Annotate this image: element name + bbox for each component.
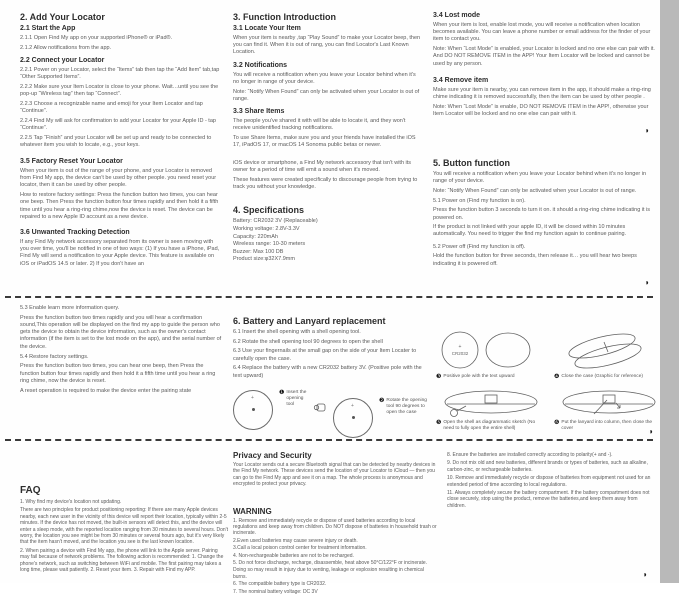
battery-insert-figure	[438, 330, 534, 370]
subsection-title: 3.3 Share Items	[233, 107, 285, 115]
paragraph: You will receive a notification when you leave your Locator behind when it's no longer in range of your device.	[233, 71, 416, 85]
paragraph: Press the function button two times rapidly and you will hear a confirmation sound,This operation will be displayed on the find my app to guide the person who gets the device to obtain the device information, such as the owner's contact information (if the item is set to the lost mode on the app), and the serial number of the device.	[20, 314, 222, 350]
paragraph: There are two principles for product positioning reporting: If there are many Apple devices nearby, each new user in the vicinity of this device will report their location, typically within 2-5 minutes. If the device has not moved, the built-in sensors will detect this, and the device will enter a sleep mode, with the reported location ranging from 30 minutes to several hours. Don't worry, the location you see might be from 30 minutes or several hours ago, but it's very likely that the item hasn't moved, and the location you see is the last known location.	[20, 507, 229, 546]
figure-caption	[436, 374, 536, 380]
paragraph: 2.2.2 Make sure your Item Locator is close to your phone. Wait…until you see the pop-up “Wireless tag” then tap “Connect”.	[20, 83, 219, 98]
paragraph: 2.2.3 Choose a recognizable name and emoji for your Item Locator and tap “Continue”.	[20, 100, 203, 114]
fold-marker-icon: ◑	[642, 570, 647, 579]
warning-item: 6. The compatible battery type is CR2032.	[233, 581, 327, 588]
paragraph: To use Share Items, make sure you and your friends have installed the iOS 17, iPadOS 17, or macOS 14 Sonoma public betas or newer.	[233, 134, 416, 149]
paragraph: 5.1 Power on (Find my function is on).	[433, 197, 526, 204]
step-number: ❷	[379, 397, 385, 404]
subsection-title: 2.2 Connect your Locator	[20, 56, 105, 64]
section-learn-more-query	[20, 305, 222, 397]
section-privacy-warning	[233, 452, 438, 596]
section-specifications	[233, 160, 423, 264]
section-add-your-locator	[20, 12, 222, 151]
warning-item: 8. Ensure the batteries are installed correctly according to polarity(+ and -).	[447, 452, 613, 458]
section-function-introduction	[233, 12, 423, 152]
warning-item: 2.Even used batteries may cause severe injury or death.	[233, 537, 358, 544]
caption-text: Put the lanyard into column, then close the cover	[561, 420, 653, 431]
fold-marker-icon: ◑	[648, 427, 653, 436]
device-top-view-figure	[333, 398, 373, 438]
warning-item: 9. Do not mix old and new batteries, different brands or types of batteries, such as alkaline, carbon-zinc, or rechargeable batteries.	[447, 460, 648, 473]
section-title: 6. Battery and Lanyard replacement	[233, 316, 386, 326]
lanyard-figure	[554, 388, 658, 418]
paragraph: 5.4 Restore factory settings.	[20, 353, 89, 360]
warning-item: 10. Remove and immediately recycle or dispose of batteries from equipment not used for an extended period of time according to local regulations.	[447, 475, 651, 488]
scan-edge-strip	[660, 0, 679, 583]
opening-tool-icon	[313, 402, 327, 414]
paragraph: 2.2.1 Power on your Locator, select the “Items” tab then tap the “Add Item” tab,tap “Other Supported Items”.	[20, 66, 220, 81]
section-battery-replacement	[233, 316, 431, 438]
subsection-title: 3.4 Remove item	[433, 76, 489, 84]
warning-item: Doing so may result in injury due to venting, leakage or explosion resulting in chemical burns.	[233, 567, 424, 580]
figure-caption	[436, 420, 536, 432]
section-title: 2. Add Your Locator	[20, 12, 105, 22]
paragraph: When your item is lost, enable lost mode, you will receive a notification when location becomes available. You can leave a phone number or email address for the finder of your item to contact you.	[433, 22, 651, 43]
warning-item: 4. Non-rechargeable batteries are not to be recharged.	[233, 552, 354, 559]
paragraph: 6.3 Use your fingernails at the small gap on the side of your Item Locater to carefully open the case.	[233, 348, 417, 362]
figure-caption	[554, 374, 654, 380]
paragraph: If any Find My network accessory separated from its owner is seen moving with you over time, you'll be notified in one of two ways: (1) If you have a iPhone, iPad, Find My will send a notification to your Apple device. This feature is available on iOS or iPadOS 14.5 or later. 2) If you don't have an	[20, 238, 220, 267]
spec-line: Battery: CR2032 3V (Replaceable)	[233, 218, 318, 225]
figure-open-tool-steps	[233, 390, 431, 438]
paragraph: Note: When “Lost Mode” is enable, DO NOT REMOVE ITEM in the APP!, otherwise your Item Locator will be locked and no one else can pair with it.	[433, 103, 649, 117]
paragraph: If the product is not linked with your apple ID, it will be closed within 10 minutes automatically. You need to trigger the find my function again to continue pairing.	[433, 224, 627, 238]
figure-caption	[554, 420, 654, 432]
section-title: WARNING	[233, 506, 272, 516]
section-title: 3. Function Introduction	[233, 12, 336, 22]
step-number: ❻	[554, 420, 560, 426]
spec-line: Buzzer: Max 100 DB	[233, 248, 284, 255]
spec-line: Wireless range: 10-30 meters	[233, 241, 306, 248]
warning-item: 5. Do not force discharge, recharge, disassemble, heat above 50°C/122°F or incinerate.	[233, 560, 428, 567]
callout-text: Insert the opening tool	[286, 389, 307, 407]
paragraph: Press the function button two times, you can hear one beep, then Press the function button four times rapidly and then hold it a fifth time until you hear a ring ring chime, now the device is reset.	[20, 363, 216, 384]
warning-item: 1. Remove and immediately recycle or dispose of used batteries according to local regulations and keep away from children. Do NOT dispose of batteries in household trash or incinerate.	[233, 517, 437, 537]
paragraph: iOS device or smartphone, a Find My network accessory that isn't with its owner for a period of time will emit a sound when it's moved.	[233, 160, 412, 174]
section-factory-reset	[20, 158, 222, 270]
faq-question: 1. Why find my device's location not updating.	[20, 499, 122, 505]
spec-line: Product size:φ32X7.9mm	[233, 256, 295, 263]
svg-text:+: +	[458, 344, 462, 350]
paragraph: These features were created specifically to discourage people from trying to track you without your knowledge.	[233, 176, 418, 191]
paragraph: Hold the function button for three seconds, then release it… you will hear two beeps indicating it is powered off.	[433, 253, 637, 267]
subsection-title: 3.4 Lost mode	[433, 12, 481, 19]
paragraph: 2. When pairing a device with Find My app, the phone will link to the Apple server. Pairing may fail because of network problems. The following action is recommended: 1. Change the phone's network, such as switching between WiFi and mobile. The first pairing may takes a long time, please wait patiently. 2. Reset your item. 3. Repair with Find my APP.	[20, 547, 224, 574]
paragraph: The people you've shared it with will be able to locate it, and they won't receive unidentified tracking notifications.	[233, 117, 406, 132]
subsection-title: 3.5 Factory Reset Your Locator	[20, 158, 123, 165]
svg-text:CR2032: CR2032	[451, 351, 469, 356]
paragraph: Note: When “Lost Mode” is enabled, your Locator is locked and no one else can pair with it. And DO NOT REMOVE ITEM in the APP! Your Item Locator will be locked and cannot be used by any person.	[433, 46, 655, 67]
open-shell-figure	[436, 388, 540, 418]
paragraph: Make sure your item is nearby, you can remove item in the app, it should make a ring-ring chime indicating it is removed successfully, then the item can be used by other people .	[433, 86, 651, 100]
warning-item: 3.Call a local poison control center for treatment information.	[233, 545, 367, 552]
section-title: Privacy and Security	[233, 451, 312, 460]
paragraph: 2.1.2 Allow notifications from the app.	[20, 44, 112, 51]
paragraph: You will receive a notification when you leave your Locator behind when it's no longer in range of your device.	[433, 171, 647, 185]
warning-list	[233, 518, 438, 595]
paragraph: How to restore factory settings: Press the function button two times, you can hear one beep. Then Press the function button four times rapidly and then hold it a fifth time until you hear a ring-ring chime,now the device is reset. The device can be repaired to a new Apple ID account as a new device.	[20, 192, 219, 220]
section-warning-continued	[447, 452, 655, 511]
spec-line: Working voltage: 2.8V-3.3V	[233, 225, 300, 232]
caption-text: Close the case (Graphic for reference)	[561, 374, 643, 379]
section-title: FAQ	[20, 485, 41, 496]
caption-text: Positive pole with the text upward	[443, 374, 515, 379]
section-title: 4. Specifications	[233, 205, 305, 216]
paragraph: Note: “Notify When Found” can only be activated when your Locator is out of range.	[233, 88, 420, 102]
fold-line	[5, 296, 653, 298]
section-battery-figures	[436, 330, 658, 438]
step-number: ❸	[436, 374, 442, 380]
warning-item: 7. The nominal battery voltage: DC 3V	[233, 588, 318, 595]
warning-item: 11. Always completely secure the battery compartment. If the battery compartment does not close securely, stop using the product, remove the batteries,and keep them away from children.	[447, 490, 650, 509]
paragraph: When your item is nearby ,tap “Play Sound” to make your Locator beep, then you can find it. When it is out of rang, you can find Locator's Last Known Location.	[233, 35, 421, 56]
paragraph: 2.1.1 Open Find My app on your supported iPhone® or iPad®.	[20, 35, 173, 41]
subsection-title: 3.1 Locate Your Item	[233, 25, 301, 32]
subsection-title: 3.6 Unwanted Tracking Detection	[20, 228, 130, 236]
callout-text: Rotate the opening tool 90 degrees to open the case	[386, 397, 427, 415]
paragraph: 5.2 Power off (Find my function is off).	[433, 243, 526, 250]
close-case-figure	[554, 330, 652, 370]
section-lost-mode	[433, 12, 657, 121]
paragraph: 5.3 Enable learn more information query.	[20, 305, 120, 311]
paragraph: Note: “Notify When Found” can only be activated when your Locator is out of range.	[433, 187, 637, 194]
subsection-title: 2.1 Start the App	[20, 25, 76, 32]
step-number: ❹	[554, 374, 560, 380]
step-number: ❶	[279, 389, 285, 396]
figure-callout	[279, 390, 307, 408]
paragraph: A reset operation is required to make the device enter the pairing state	[20, 387, 192, 394]
fold-line	[5, 439, 653, 441]
paragraph: 2.2.5 Tap “Finish” and your Locator will be set up and ready to be connected to whatever item you wish to locate, e.g., your keys.	[20, 134, 212, 148]
fold-marker-icon: ◑	[644, 278, 649, 287]
device-top-view-figure	[233, 390, 273, 430]
figure-callout	[379, 398, 431, 416]
paragraph: 6.2 Rotate the shell opening tool 90 degrees to open the shell	[233, 338, 383, 345]
fold-marker-icon: ◑	[644, 126, 649, 135]
section-button-function	[433, 158, 657, 270]
subsection-title: 3.2 Notifications	[233, 61, 288, 69]
caption-text: Open the shell as diagrammatic sketch (No need to fully open the entire shell)	[443, 420, 536, 431]
paragraph: Press the function button 3 seconds to turn it on. it should a ring-ring chime indicating it is powered on.	[433, 207, 651, 221]
section-title: 5. Button function	[433, 158, 510, 168]
paragraph: When your item is out of the range of your phone, and your Locator is removed from Find My app, the device can't be used by other people. you need reset your locator, then it can be used by other people.	[20, 168, 217, 189]
spec-line: Capacity: 220mAh	[233, 233, 278, 240]
paragraph: 2.2.4 Find My will ask for confirmation to add your Locator for your Apple ID - tap “Continue”.	[20, 117, 216, 131]
paragraph: Your Locator sends out a secure Bluetooth signal that can be detected by nearby devices in the Find My network. These devices send the location of your Locator to iCloud — then you can go to the Find My app and see it on a map. The whole process is anonymous and encrypted to protect your privacy.	[233, 462, 436, 488]
paragraph: 6.4 Replace the battery with a new CR2032 battery 3V. (Positive pole with the text upward)	[233, 365, 422, 379]
paragraph: 6.1 Insert the shell opening with a shell opening tool.	[233, 329, 361, 335]
section-faq	[20, 486, 228, 575]
step-number: ❺	[436, 420, 442, 426]
